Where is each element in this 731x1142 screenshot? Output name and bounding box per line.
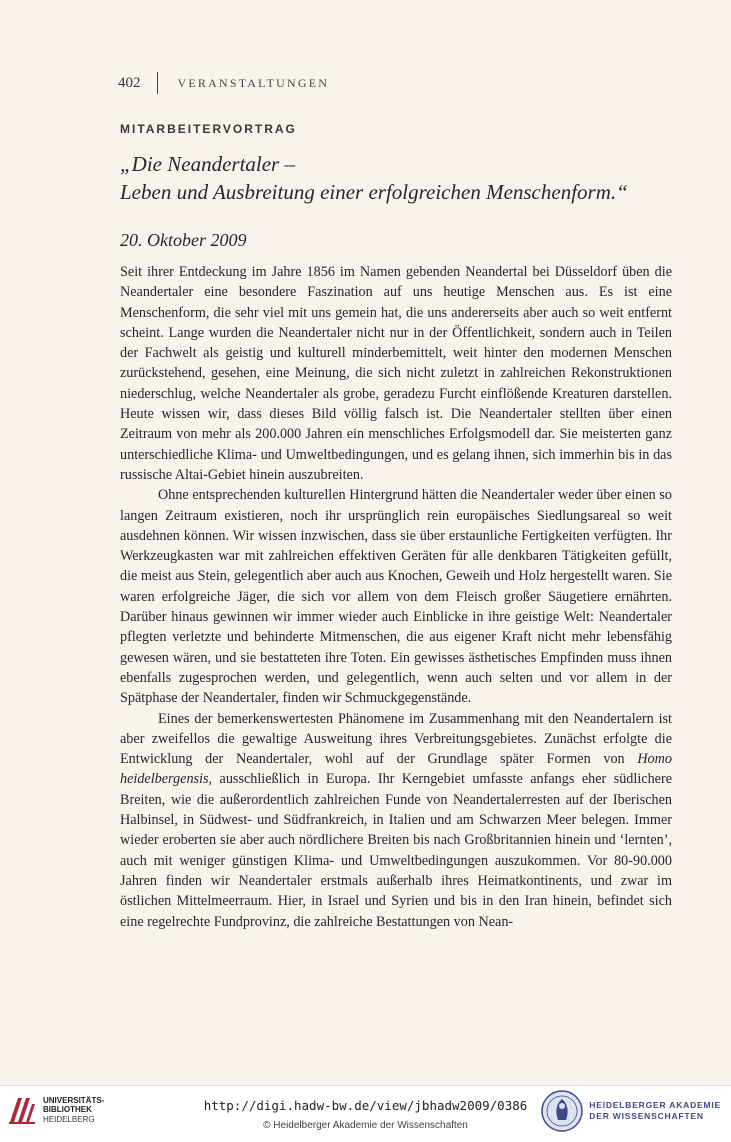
academy-logo-text [589,1100,721,1122]
permalink-url[interactable]: http://digi.hadw-bw.de/view/jbhadw2009/0386 [203,1098,528,1113]
article-kicker: MITARBEITERVORTRAG [120,122,297,136]
body-paragraph: Ohne entsprechenden kulturellen Hintergrund hätten die Neandertaler weder über einen so langen Zeitraum existieren, noch ihr ursprünglich rein europäisches Siedlungsareal so weit ausdehnen können. Wir wissen inzwischen, dass sie über erstaunliche Fertigkeiten verfügten. Ihr Werkzeugkasten war mit zahlreichen effektiven Geräten für alle denkbaren Tätigkeiten gefüllt, die meist aus Stein, gelegentlich aber auch aus Knochen, Geweih und Holz hergestellt waren. Sie waren erfolgreiche Jäger, die sich vor allem von dem Fleisch großer Säugetiere ernährten. Darüber hinaus gewinnen wir immer wieder auch Einblicke in ihre geistige Welt: Neandertaler pflegten verletzte und behinderte Mitmenschen, die aus eigener Kraft nicht mehr lebensfähig gewesen wären, und sie bestatteten ihre Toten. Ein gewisses ästhetisches Empfinden muss ihnen ebenfalls zugesprochen werden, und gelegentlich, wenn auch selten und vor allem in der Spätphase der Neandertaler, finden wir Schmuckgegenstände. [120,487,672,707]
article-body [120,262,672,932]
academy-logo[interactable] [541,1090,721,1132]
section-name: VERANSTALTUNGEN [177,75,330,90]
academy-logo-line: HEIDELBERGER AKADEMIE [589,1100,721,1110]
page-number: 402 [118,74,141,91]
body-paragraph [120,709,672,932]
copyright-notice: © Heidelberger Akademie der Wissenschaften [263,1120,468,1131]
body-text-run: Eines der bemerkenswertesten Phänomene im Zusammenhang mit den Neandertalern ist aber zweifellos die gewaltige Ausweitung ihres Verbreitungsgebietes. Zunächst erfolgte die Entwicklung der Neandertaler, wohl auf der Grundlage später Formen von [120,710,672,768]
article-title-line: Leben und Ausbreitung einer erfolgreichen Menschenform.“ [120,180,628,204]
academy-logo-line: DER WISSENSCHAFTEN [589,1111,704,1121]
library-logo-line: BIBLIOTHEK [43,1105,92,1115]
library-logo-line: HEIDELBERG [43,1114,95,1124]
article-date: 20. Oktober 2009 [120,230,247,250]
species-name: Homo heidelbergensis [120,751,672,788]
viewer-footer [0,1085,731,1142]
article-title [120,150,680,206]
article-title-line: „Die Neandertaler – [120,152,295,176]
running-head-divider [157,72,158,94]
academy-seal-icon [541,1090,583,1132]
running-head [118,72,329,94]
body-text-run: , ausschließlich in Europa. Ihr Kerngebiet umfasste anfangs eher südlichere Breiten, wie die außerordentlich zahlreichen Funde von Neandertalerresten auf der Iberischen Halbinsel, in Südwest- und Südfrankreich, in Italien und am Schwarzen Meer belegen. Immer wieder eroberten sie aber auch nördlichere Breiten bis nach Großbritannien hinein und ‘lernten’, auch mit weniger günstigen Klima- und Umweltbedingungen auszukommen. Vor 80-90.000 Jahren finden wir Neandertaler erstmals außerhalb ihres Heimatkontinents, und zwar im östlichen Mittelmeerraum. Hier, in Israel und Syrien und bis in den Iran hinein, befindet sich eine regelrechte Fundprovinz, die zahlreiche Bestattungen von Nean- [120,771,672,930]
library-logo-line: UNIVERSITÄTS- [43,1095,105,1105]
body-paragraph: Seit ihrer Entdeckung im Jahre 1856 im Namen gebenden Neandertal bei Düsseldorf üben die Neandertaler eine besondere Faszination auf uns heutige Menschen aus. Es ist eine Menschenform, die sehr viel mit uns gemein hat, die uns andererseits aber auch so weit entfernt scheint. Lange wurden die Neandertaler nicht nur in der Öffentlichkeit, sondern auch in Teilen der Fachwelt als geistig und kulturell minderbemittelt, weit hinter den modernen Menschen zurückstehend, gesehen, eine Meinung, die sich nicht zuletzt in zahlreichen Rekonstruktionen niederschlug, welche Neandertaler als grobe, geradezu Furcht einflößende Kreaturen darstellen. Heute wissen wir, dass dieses Bild völlig falsch ist. Die Neandertaler stellten über einen Zeitraum von mehr als 200.000 Jahren ein menschliches Erfolgsmodell dar. Sie meisterten ganz unterschiedliche Klima- und Umweltbedingungen, und es gelang ihnen, sich immerhin bis in das russische Altai-Gebiet hinein auszubreiten. [120,264,672,483]
